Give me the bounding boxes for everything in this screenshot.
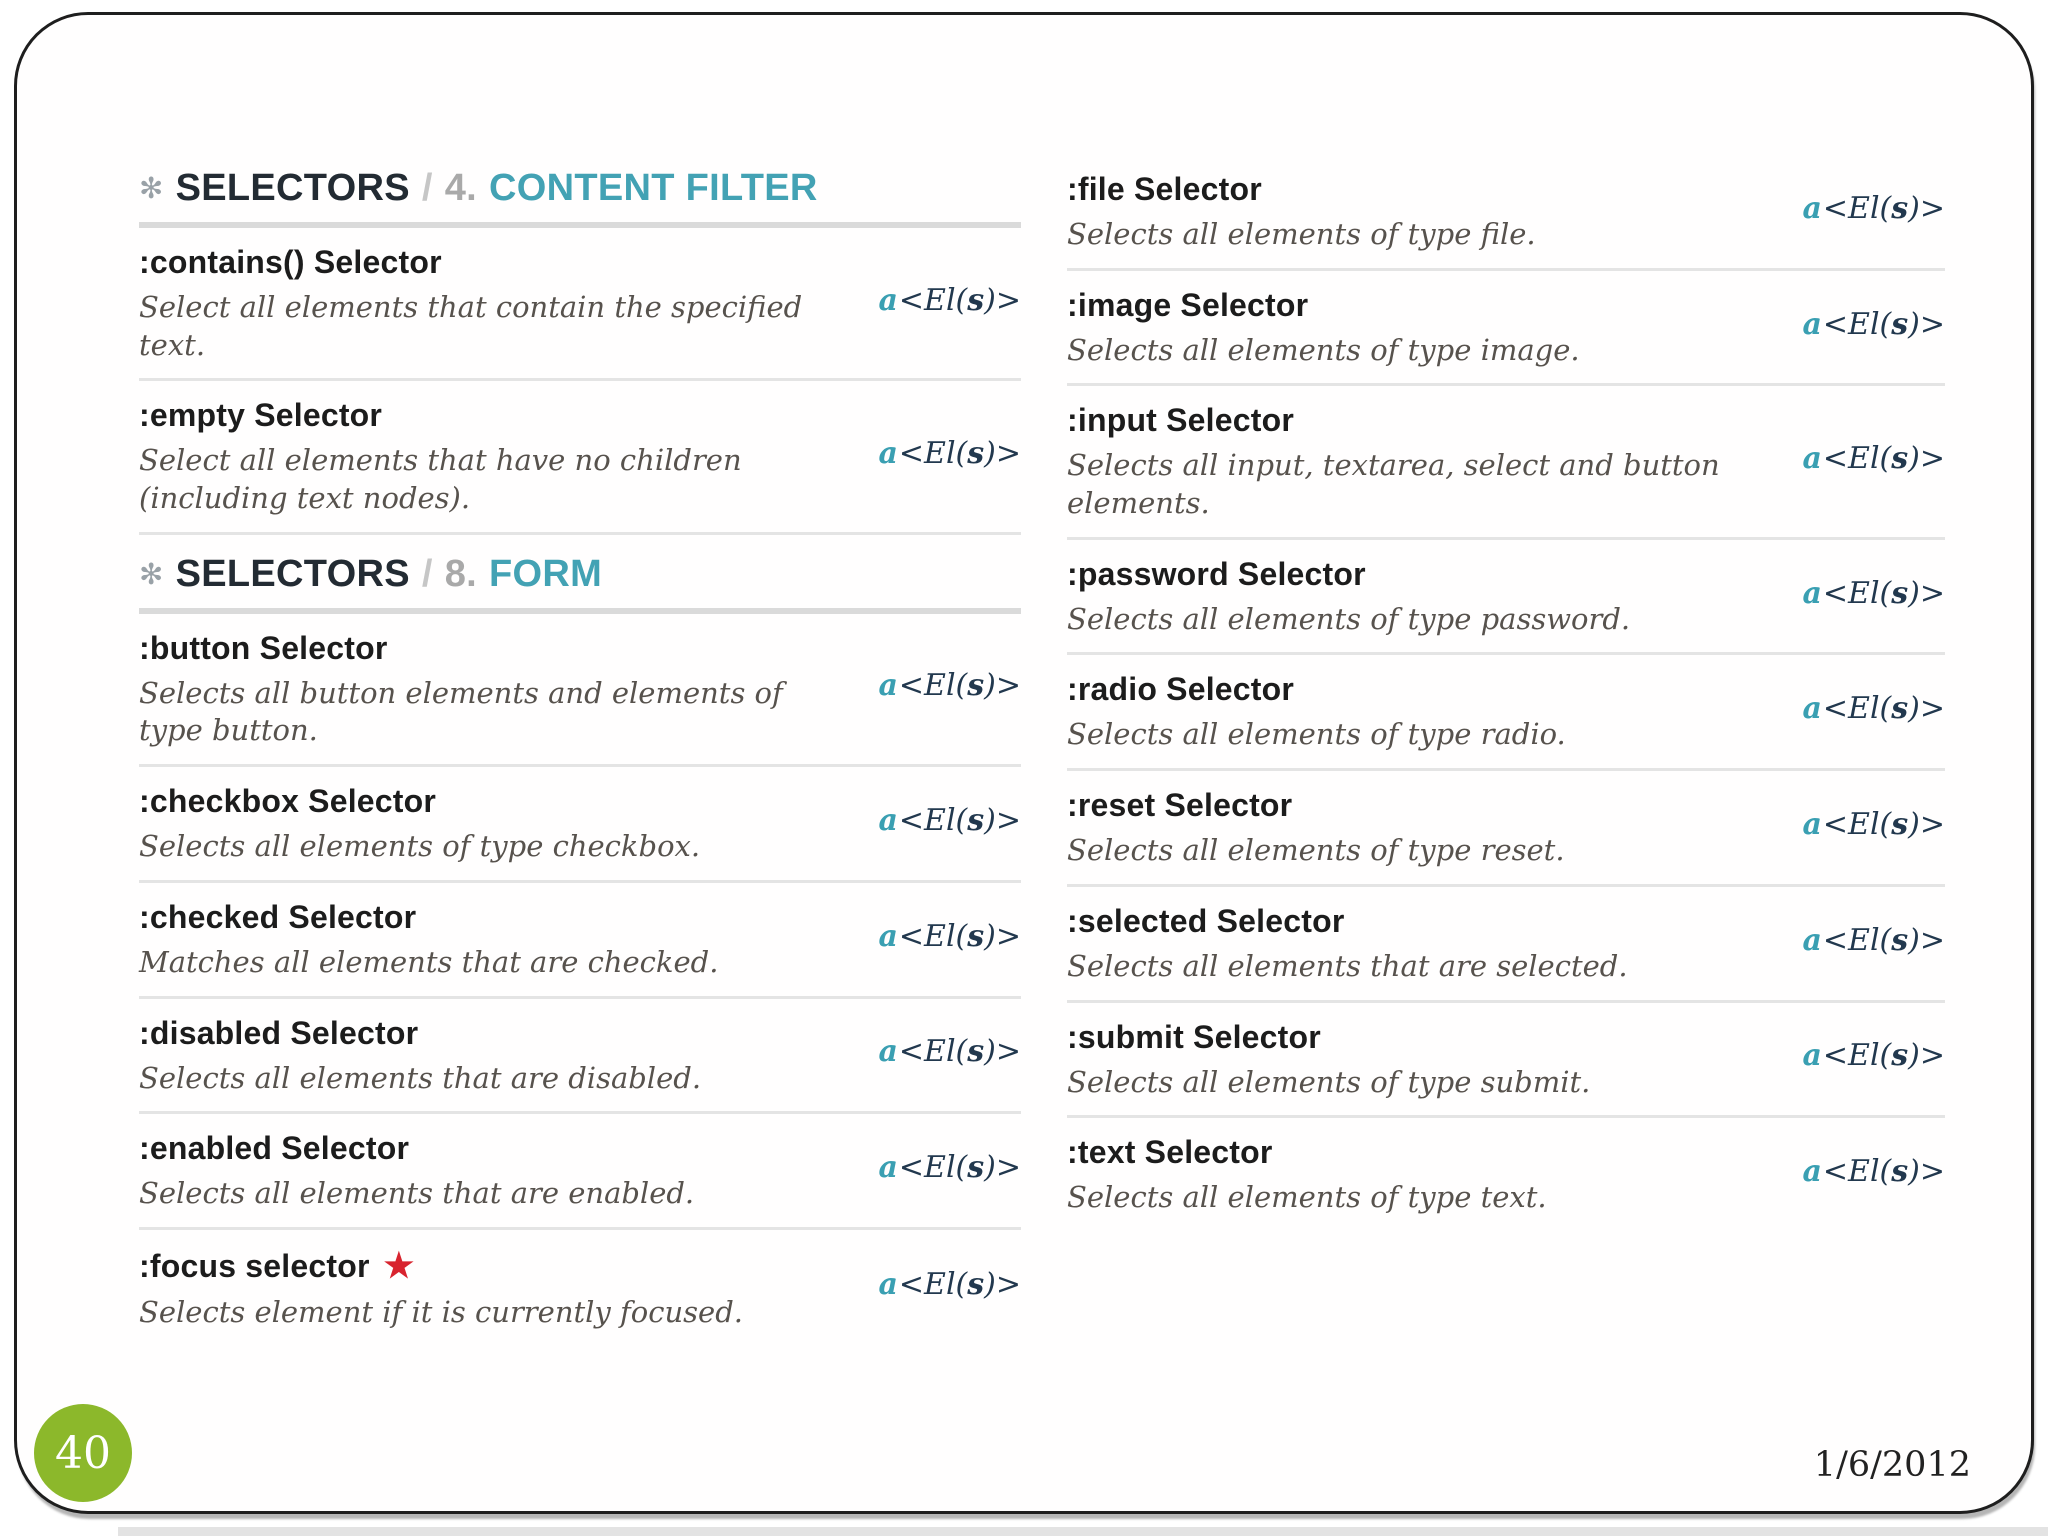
badge-post: )>	[1908, 441, 1945, 477]
selector-entry-enabled	[139, 1114, 1021, 1230]
selector-entry-submit	[1067, 1003, 1945, 1119]
selector-description: Selects all elements that are selected.	[1067, 948, 1628, 983]
selector-title: :checkbox Selector	[139, 783, 437, 820]
return-type-badge	[1787, 1038, 1945, 1073]
badge-pre: <El(	[1822, 691, 1892, 727]
selector-entry-text	[1067, 1118, 1945, 1231]
selector-description: Select all elements that contain the specified text.	[139, 290, 803, 362]
selector-title: :image Selector	[1067, 286, 1309, 323]
bottom-edge-strip	[118, 1527, 2048, 1536]
badge-arg: a	[878, 918, 898, 954]
selector-description: Selects element if it is currently focused.	[139, 1294, 743, 1329]
badge-pre: <El(	[1822, 575, 1892, 611]
selector-entry-selected	[1067, 887, 1945, 1003]
entry-text	[139, 1120, 863, 1215]
right-column	[1067, 155, 1945, 1231]
return-type-badge	[1787, 307, 1945, 342]
entry-text	[1067, 777, 1787, 872]
selector-title-text: :focus selector	[139, 1247, 370, 1284]
slide-date: 1/6/2012	[1813, 1445, 1971, 1485]
selector-entry-empty	[139, 381, 1021, 534]
entry-text	[139, 620, 863, 752]
badge-pre: <El(	[898, 668, 968, 704]
badge-pre: <El(	[898, 1150, 968, 1186]
badge-arg: a	[1802, 1154, 1822, 1190]
selector-title: :text Selector	[1067, 1134, 1273, 1171]
flower-icon: ✻	[139, 558, 164, 591]
star-icon: ★	[383, 1246, 415, 1285]
badge-post: )>	[984, 918, 1021, 954]
selector-entry-password	[1067, 540, 1945, 656]
badge-s: s	[967, 1267, 985, 1303]
selector-title: :reset Selector	[1067, 787, 1293, 824]
flower-icon: ✻	[139, 173, 164, 205]
selector-description: Selects all input, textarea, select and button elements.	[1067, 448, 1720, 521]
badge-arg: a	[1802, 441, 1822, 477]
badge-arg: a	[878, 668, 898, 704]
badge-arg: a	[878, 1150, 898, 1186]
badge-pre: <El(	[1822, 190, 1892, 226]
return-type-badge	[863, 1267, 1021, 1302]
section-subcategory: CONTENT FILTER	[489, 167, 818, 209]
badge-s: s	[1891, 691, 1909, 727]
entry-text	[1067, 161, 1787, 256]
entry-text	[139, 387, 863, 519]
selector-description: Selects all elements of type radio.	[1067, 717, 1566, 752]
entry-text	[1067, 277, 1787, 372]
entry-text	[1067, 1124, 1787, 1219]
selector-title: :input Selector	[1067, 402, 1295, 439]
selector-entry-reset	[1067, 771, 1945, 887]
selector-description: Selects all elements that are enabled.	[139, 1176, 695, 1211]
badge-s: s	[1891, 922, 1909, 958]
badge-post: )>	[984, 436, 1021, 472]
selector-title: :empty Selector	[139, 397, 383, 434]
badge-s: s	[1891, 1038, 1909, 1074]
badge-pre: <El(	[1822, 806, 1892, 842]
badge-arg: a	[1802, 1038, 1822, 1074]
selector-title: :contains() Selector	[139, 244, 442, 280]
selector-title: :submit Selector	[1067, 1018, 1321, 1055]
badge-s: s	[1891, 806, 1909, 842]
section-separator: /	[421, 167, 433, 209]
badge-arg: a	[878, 1034, 898, 1070]
badge-arg: a	[1802, 575, 1822, 611]
badge-arg: a	[1802, 190, 1822, 226]
selector-entry-contains	[139, 228, 1021, 381]
section-header-content-filter	[139, 149, 1021, 228]
selector-description: Selects all elements that are disabled.	[139, 1060, 702, 1095]
badge-s: s	[967, 1034, 985, 1070]
badge-pre: <El(	[898, 282, 968, 318]
selector-description: Selects all elements of type image.	[1067, 332, 1580, 367]
badge-post: )>	[1908, 691, 1945, 727]
badge-arg: a	[878, 802, 898, 838]
return-type-badge	[863, 436, 1021, 471]
badge-s: s	[1891, 190, 1909, 226]
badge-post: )>	[1908, 190, 1945, 226]
selector-title	[139, 1246, 845, 1286]
selector-description: Selects all button elements and elements of type button.	[139, 675, 783, 748]
badge-arg: a	[1802, 306, 1822, 342]
badge-s: s	[1891, 1154, 1909, 1190]
section-category: SELECTORS	[175, 552, 410, 595]
badge-pre: <El(	[1822, 1038, 1892, 1074]
badge-post: )>	[984, 282, 1021, 318]
selector-description: Select all elements that have no children (including text nodes).	[139, 443, 742, 516]
badge-post: )>	[1908, 1038, 1945, 1074]
badge-pre: <El(	[898, 1267, 968, 1303]
return-type-badge	[1787, 691, 1945, 726]
selector-entry-checked	[139, 883, 1021, 999]
selector-title: :button Selector	[139, 629, 388, 666]
selector-description: Selects all elements of type password.	[1067, 601, 1631, 636]
badge-arg: a	[1802, 806, 1822, 842]
selector-title: :password Selector	[1067, 555, 1366, 592]
badge-post: )>	[984, 1150, 1021, 1186]
badge-arg: a	[878, 1267, 898, 1303]
badge-post: )>	[1908, 1154, 1945, 1190]
selector-entry-disabled	[139, 999, 1021, 1115]
entry-text	[139, 773, 863, 868]
entry-text	[139, 889, 863, 984]
left-column	[139, 149, 1021, 1346]
badge-post: )>	[984, 668, 1021, 704]
badge-s: s	[1891, 441, 1909, 477]
selector-entry-input	[1067, 386, 1945, 539]
badge-pre: <El(	[1822, 306, 1892, 342]
badge-s: s	[1891, 575, 1909, 611]
return-type-badge	[1787, 576, 1945, 611]
return-type-badge	[1787, 1154, 1945, 1189]
entry-text	[1067, 546, 1787, 641]
badge-arg: a	[878, 436, 898, 472]
selector-entry-file	[1067, 155, 1945, 271]
selector-entry-checkbox	[139, 767, 1021, 883]
badge-pre: <El(	[1822, 441, 1892, 477]
badge-post: )>	[984, 802, 1021, 838]
selector-description: Matches all elements that are checked.	[139, 944, 719, 979]
section-number: 4.	[444, 167, 478, 209]
selector-title: :disabled Selector	[139, 1014, 419, 1051]
return-type-badge	[1787, 441, 1945, 476]
entry-text	[1067, 893, 1787, 988]
badge-post: )>	[984, 1267, 1021, 1303]
slide-frame	[14, 12, 2034, 1514]
selector-title: :file Selector	[1067, 171, 1262, 207]
return-type-badge	[863, 668, 1021, 703]
badge-pre: <El(	[1822, 922, 1892, 958]
return-type-badge	[1787, 191, 1945, 226]
badge-s: s	[967, 802, 985, 838]
entry-text	[139, 234, 863, 366]
selector-entry-radio	[1067, 655, 1945, 771]
badge-post: )>	[1908, 922, 1945, 958]
selector-description: Selects all elements of type file.	[1067, 217, 1536, 251]
badge-post: )>	[1908, 806, 1945, 842]
selector-description: Selects all elements of type text.	[1067, 1180, 1547, 1215]
badge-s: s	[967, 668, 985, 704]
page-number-badge	[34, 1404, 132, 1502]
selector-entry-button	[139, 614, 1021, 767]
section-separator: /	[421, 552, 433, 595]
badge-pre: <El(	[898, 1034, 968, 1070]
selector-entry-focus	[139, 1230, 1021, 1346]
entry-text	[1067, 392, 1787, 524]
section-category: SELECTORS	[175, 167, 410, 209]
badge-pre: <El(	[898, 802, 968, 838]
badge-arg: a	[878, 282, 898, 318]
selector-entry-image	[1067, 271, 1945, 387]
selector-title: :enabled Selector	[139, 1130, 410, 1167]
section-subcategory: FORM	[489, 552, 603, 595]
section-number: 8.	[444, 552, 478, 595]
selector-title: :radio Selector	[1067, 671, 1295, 708]
badge-post: )>	[1908, 575, 1945, 611]
badge-s: s	[967, 436, 985, 472]
section-header-form	[139, 535, 1021, 614]
badge-pre: <El(	[898, 436, 968, 472]
selector-description: Selects all elements of type reset.	[1067, 833, 1565, 868]
return-type-badge	[1787, 807, 1945, 842]
badge-s: s	[1891, 306, 1909, 342]
selector-title: :selected Selector	[1067, 902, 1345, 939]
badge-arg: a	[1802, 922, 1822, 958]
badge-pre: <El(	[898, 918, 968, 954]
badge-post: )>	[1908, 306, 1945, 342]
badge-pre: <El(	[1822, 1154, 1892, 1190]
selector-description: Selects all elements of type checkbox.	[139, 829, 701, 864]
entry-text	[139, 1236, 863, 1334]
badge-s: s	[967, 282, 985, 318]
return-type-badge	[863, 803, 1021, 838]
entry-text	[1067, 661, 1787, 756]
return-type-badge	[863, 919, 1021, 954]
badge-post: )>	[984, 1034, 1021, 1070]
return-type-badge	[863, 1150, 1021, 1185]
selector-title: :checked Selector	[139, 898, 417, 935]
badge-s: s	[967, 918, 985, 954]
return-type-badge	[1787, 923, 1945, 958]
entry-text	[139, 1005, 863, 1100]
selector-description: Selects all elements of type submit.	[1067, 1064, 1591, 1099]
page-number: 40	[55, 1427, 111, 1479]
return-type-badge	[863, 1034, 1021, 1069]
return-type-badge	[863, 283, 1021, 318]
badge-s: s	[967, 1150, 985, 1186]
entry-text	[1067, 1009, 1787, 1104]
badge-arg: a	[1802, 691, 1822, 727]
